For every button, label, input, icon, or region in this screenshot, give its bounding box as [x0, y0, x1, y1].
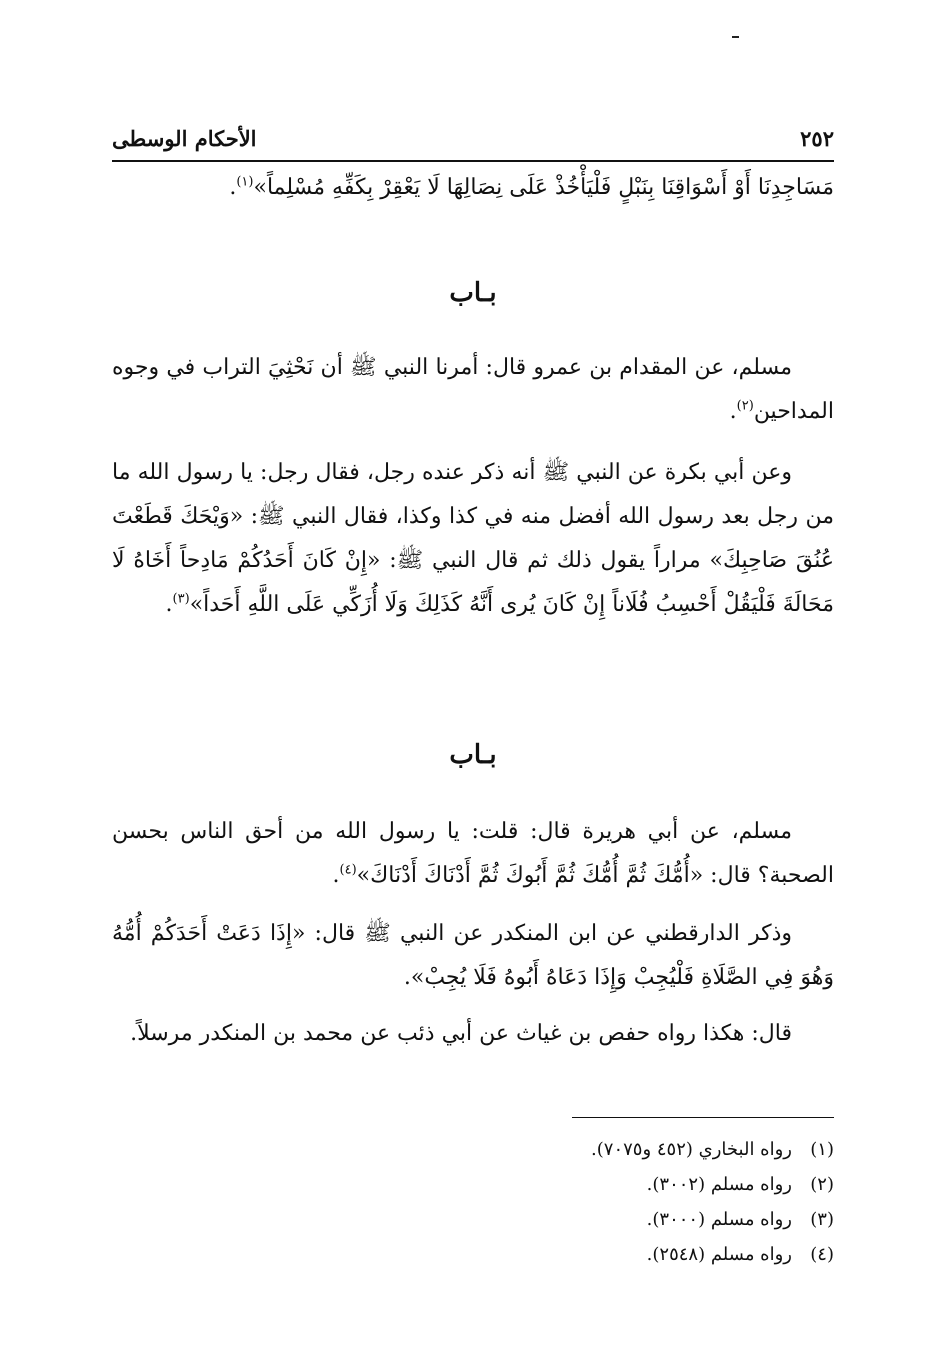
paragraph: [112, 346, 834, 434]
footnote: [112, 1237, 834, 1272]
paragraph: [112, 810, 834, 898]
section-heading: بـاب: [449, 278, 497, 308]
footnote-text: رواه مسلم (٣٠٠٢).: [646, 1174, 792, 1195]
section-heading: بـاب: [449, 740, 497, 770]
period: .: [229, 175, 237, 200]
continuation-paragraph: [112, 166, 834, 210]
footnotes: [112, 1132, 834, 1272]
footnote-ref: (٣): [172, 591, 190, 607]
page-number: ٢٥٢: [800, 125, 834, 151]
footnote-number: (٢): [810, 1174, 834, 1195]
footnote-text: رواه مسلم (٢٥٤٨).: [646, 1244, 792, 1265]
period: .: [165, 592, 173, 617]
footnote-text: رواه مسلم (٣٠٠٠).: [646, 1209, 792, 1230]
footnote-number: (٤): [810, 1244, 834, 1265]
footnote-text: رواه البخاري (٤٥٢ و٧٠٧٥).: [591, 1139, 792, 1160]
period: .: [729, 399, 737, 424]
footnote: [112, 1132, 834, 1167]
paragraph-text: مسلم، عن أبي هريرة قال: قلت: يا رسول الله من أحق الناس بحسن الصحبة؟ قال: «أُمُّكَ ثُمَّ أُمُّكَ ثُمَّ أَبُوكَ ثُمَّ أَدْنَاكَ أَدْنَاكَ»: [112, 819, 834, 888]
footnote-ref: (٢): [736, 398, 754, 414]
footnote-ref: (١): [236, 174, 254, 190]
paragraph-text: مسلم، عن المقدام بن عمرو قال: أمرنا النبي ﷺ أن نَحْثِيَ التراب في وجوه المداحين: [112, 355, 834, 424]
footnote: [112, 1167, 834, 1202]
continuation-text: مَسَاجِدِنَا أَوْ أَسْوَاقِنَا بِنَبْلٍ فَلْيَأْخُذْ عَلَى نِصَالِهَا لَا يَعْقِرْ بِكَفِّهِ مُسْلِماً»: [253, 175, 834, 200]
paragraph: وذكر الدارقطني عن ابن المنكدر عن النبي ﷺ قال: «إِذَا دَعَتْ أَحَدَكُمْ أُمُّهُ وَهُوَ فِي الصَّلَاةِ فَلْيُجِبْ وَإِذَا دَعَاهُ أَبُوهُ فَلَا يُجِبْ».: [112, 921, 834, 990]
scan-mark: [732, 36, 739, 38]
period: .: [332, 863, 340, 888]
header-rule: [112, 160, 834, 162]
running-header: [112, 118, 834, 158]
paragraph: [112, 451, 834, 627]
book-title: الأحكام الوسطى: [112, 125, 257, 151]
paragraph-text: وعن أبي بكرة عن النبي ﷺ أنه ذكر عنده رجل، فقال رجل: يا رسول الله ما من رجل بعد رسول الله أفضل منه في كذا وكذا، فقال النبي ﷺ: «وَيْحَكَ قَطَعْتَ عُنُقَ صَاحِبِكَ» مراراً يقول ذلك ثم قال النبي ﷺ: «إِنْ كَانَ أَحَدُكُمْ مَادِحاً أَخَاهُ لَا مَحَالَةَ فَلْيَقُلْ أَحْسِبُ فُلَاناً إِنْ كَانَ يُرى أَنَّهُ كَذَلِكَ وَلَا أُزَكِّي عَلَى اللَّهِ أَحَداً»: [112, 460, 834, 617]
footnote: [112, 1202, 834, 1237]
footnote-number: (١): [810, 1139, 834, 1160]
footnote-number: (٣): [810, 1209, 834, 1230]
footnote-ref: (٤): [339, 862, 357, 878]
paragraph: قال: هكذا رواه حفص بن غياث عن أبي ذئب عن محمد بن المنكدر مرسلاً.: [130, 1021, 792, 1046]
footnote-rule: [572, 1117, 834, 1118]
